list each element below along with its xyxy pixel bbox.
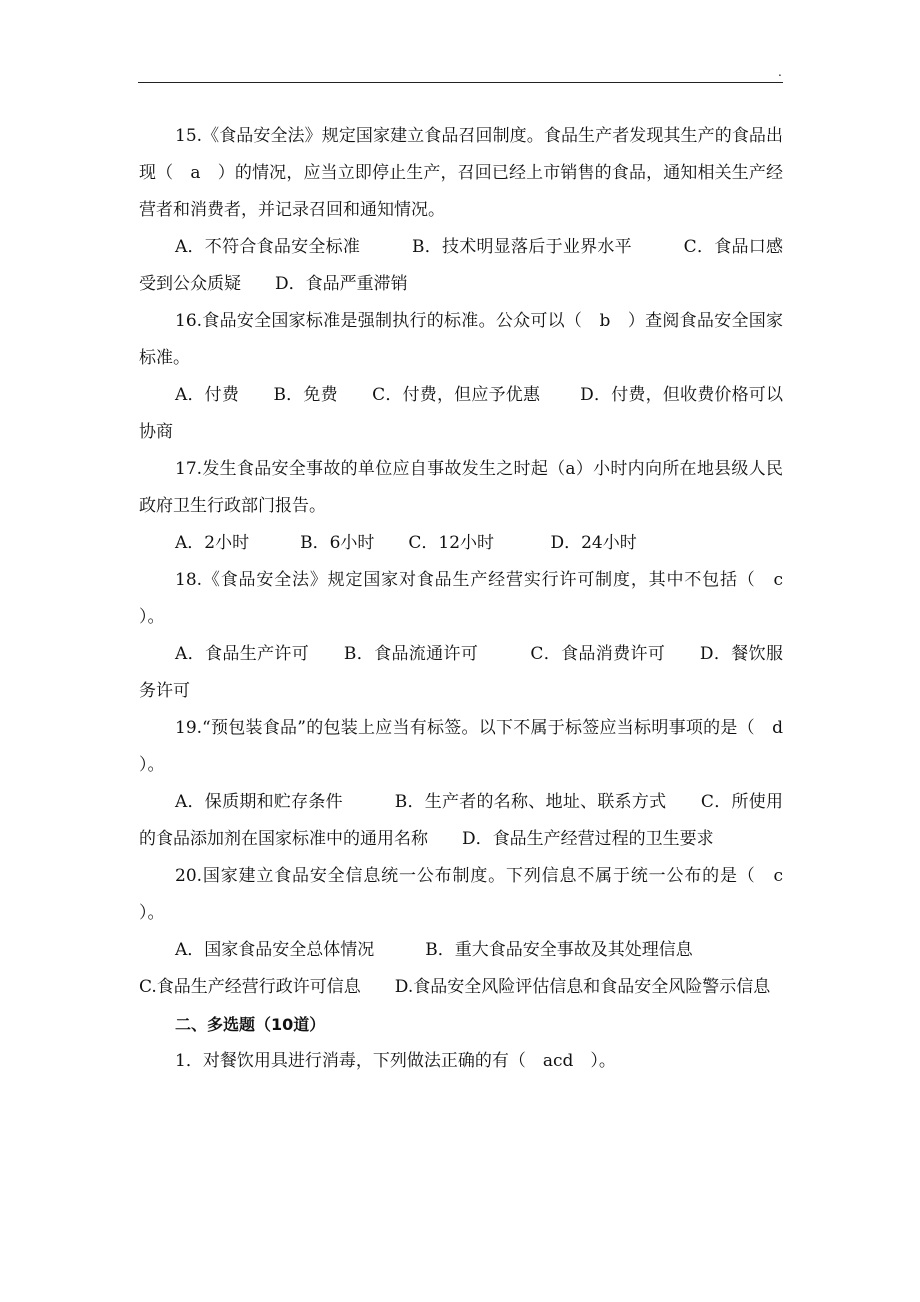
question-15-options: A．不符合食品安全标准 B．技术明显落后于业界水平 C．食品口感受到公众质疑 D．食品严重滞销 <box>139 237 783 294</box>
question-19-stem: 19.“预包装食品”的包装上应当有标签。以下不属于标签应当标明事项的是（ d ）。 <box>139 718 800 775</box>
multi-question-1-stem: 1．对餐饮用具进行消毒，下列做法正确的有（ acd ）。 <box>175 1051 616 1071</box>
question-16-stem: 16.食品安全国家标准是强制执行的标准。公众可以（ b ）查阅食品安全国家标准。 <box>139 311 783 368</box>
question-16-options: A．付费 B．免费 C．付费，但应予优惠 D．付费，但收费价格可以协商 <box>139 385 783 442</box>
header-rule <box>138 82 783 83</box>
question-20-options-line1: A．国家食品安全总体情况 B．重大食品安全事故及其处理信息 <box>175 940 693 960</box>
question-20-options-rest: C.食品生产经营行政许可信息 D.食品安全风险评估信息和食品安全风险警示信息 <box>139 977 771 997</box>
question-17-stem: 17.发生食品安全事故的单位应自事故发生之时起（a）小时内向所在地县级人民政府卫生行政部门报告。 <box>139 459 783 516</box>
question-17-options: A．2小时 B．6小时 C．12小时 D．24小时 <box>175 533 637 553</box>
question-18-options: A．食品生产许可 B．食品流通许可 C．食品消费许可 D．餐饮服务许可 <box>139 644 783 701</box>
question-20-stem: 20.国家建立食品安全信息统一公布制度。下列信息不属于统一公布的是（ c ）。 <box>139 866 800 923</box>
question-18-stem: 18.《食品安全法》规定国家对食品生产经营实行许可制度，其中不包括（ c ）。 <box>139 570 800 627</box>
header-dot: . <box>778 65 782 79</box>
question-19-options: A．保质期和贮存条件 B．生产者的名称、地址、联系方式 C．所使用的食品添加剂在国家标准中的通用名称 D．食品生产经营过程的卫生要求 <box>139 792 783 849</box>
section-title-multiple-choice: 二、多选题（10道） <box>175 1015 326 1034</box>
question-15-stem: 15.《食品安全法》规定国家建立食品召回制度。食品生产者发现其生产的食品出现（ a ）的情况，应当立即停止生产，召回已经上市销售的食品，通知相关生产经营者和消费者，并记录召回和通知情况。 <box>139 126 783 220</box>
document-body <box>139 118 800 1080</box>
